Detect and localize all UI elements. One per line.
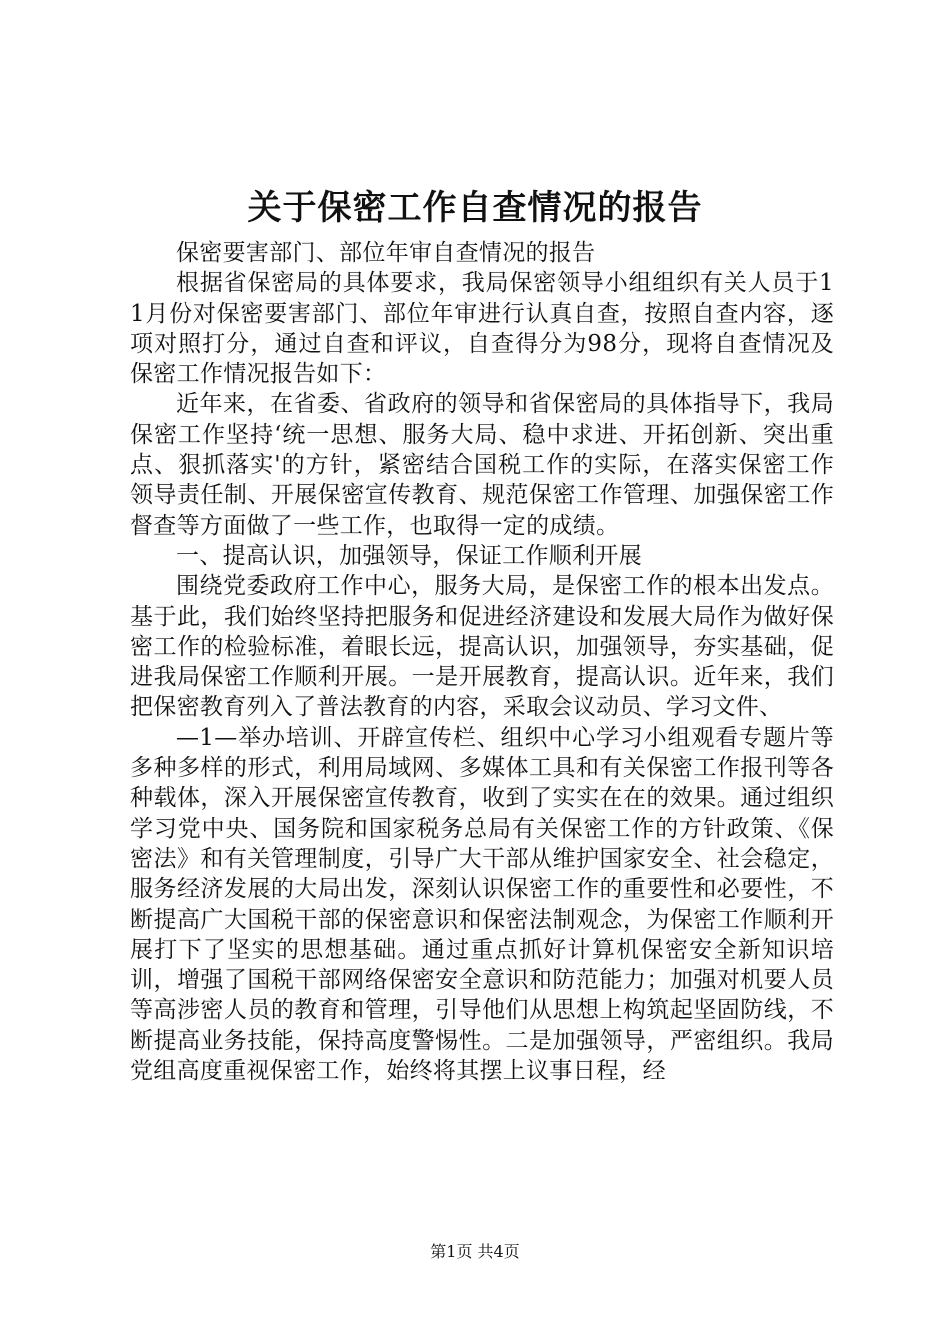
paragraph-intro: 根据省保密局的具体要求，我局保密领导小组组织有关人员于11月份对保密要害部门、部位年审进行认真自查，按照自查内容，逐项对照打分，通过自查和评议，自查得分为98分，现将自查情况及保密工作情况报告如下：	[130, 270, 834, 388]
page-footer: 第1页 共4页	[430, 1242, 520, 1261]
paragraph-subtitle: 保密要害部门、部位年审自查情况的报告	[176, 240, 596, 266]
paragraph-section-1: 围绕党委政府工作中心，服务大局，是保密工作的根本出发点。基于此，我们始终坚持把服务和促进经济建设和发展大局作为做好保密工作的检验标准，着眼长远，提高认识，加强领导，夯实基础，促进我局保密工作顺利开展。一是开展教育，提高认识。近年来，我们把保密教育列入了普法教育的内容，采取会议动员、学习文件、	[130, 573, 834, 721]
paragraph-background: 近年来，在省委、省政府的领导和省保密局的具体指导下，我局保密工作坚持‘统一思想、服务大局、稳中求进、开拓创新、突出重点、狠抓落实'的方针，紧密结合国税工作的实际，在落实保密工作领导责任制、开展保密宣传教育、规范保密工作管理、加强保密工作督查等方面做了一些工作，也取得一定的成绩。	[130, 391, 834, 539]
document-body	[130, 238, 834, 1086]
paragraph-continuation: —1—举办培训、开辟宣传栏、组织中心学习小组观看专题片等多种多样的形式，利用局域网、多媒体工具和有关保密工作报刊等各种载体，深入开展保密宣传教育，收到了实实在在的效果。通过组织学习党中央、国务院和国家税务总局有关保密工作的方针政策、《保密法》和有关管理制度，引导广大干部从维护国家安全、社会稳定，服务经济发展的大局出发，深刻认识保密工作的重要性和必要性，不断提高广大国税干部的保密意识和保密法制观念，为保密工作顺利开展打下了坚实的思想基础。通过重点抓好计算机保密安全新知识培训，增强了国税干部网络保密安全意识和防范能力；加强对机要人员等高涉密人员的教育和管理，引导他们从思想上构筑起坚固防线，不断提高业务技能，保持高度警惕性。二是加强领导，严密组织。我局党组高度重视保密工作，始终将其摆上议事日程，经	[130, 724, 834, 1085]
section-heading-1: 一、提高认识，加强领导，保证工作顺利开展	[176, 542, 642, 569]
document-title: 关于保密工作自查情况的报告	[247, 188, 703, 228]
